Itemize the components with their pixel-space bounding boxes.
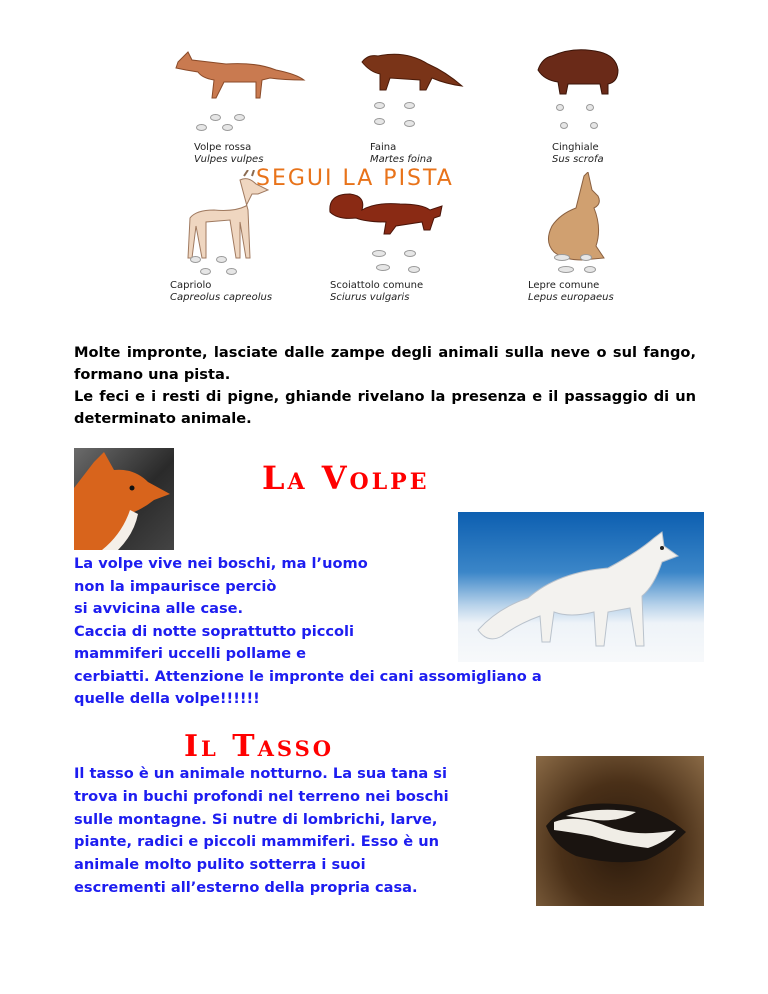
- intro-text: [74, 342, 696, 430]
- animal-common-name: Scoiattolo comune: [330, 280, 424, 291]
- animal-common-name: Volpe rossa: [194, 142, 252, 153]
- red-fox-icon: [166, 40, 306, 100]
- animal-common-name: Cinghiale: [552, 142, 599, 153]
- animal-scientific-name: Martes foina: [370, 154, 433, 165]
- volpe-line: mammiferi uccelli pollame e: [74, 645, 307, 662]
- animal-scientific-name: Lepus europaeus: [528, 292, 614, 303]
- tasso-line: piante, radici e piccoli mammiferi. Esso è un: [74, 833, 440, 851]
- volpe-text: [74, 553, 714, 711]
- tasso-text: [74, 763, 534, 900]
- animal-scientific-name: Vulpes vulpes: [194, 154, 264, 165]
- animal-common-name: Capriolo: [170, 280, 212, 291]
- badger-photo: [536, 756, 704, 906]
- volpe-line: La volpe vive nei boschi, ma l’uomo: [74, 555, 368, 572]
- tasso-line: escrementi all’esterno della propria casa.: [74, 878, 418, 896]
- intro-paragraph: Molte impronte, lasciate dalle zampe degli animali sulla neve o sul fango, formano una pista.: [74, 344, 696, 383]
- tasso-line: animale molto pulito sotterra i suoi: [74, 856, 366, 874]
- animal-scientific-name: Sus scrofa: [552, 154, 604, 165]
- animal-scientific-name: Sciurus vulgaris: [330, 292, 410, 303]
- tasso-line: trova in buchi profondi nel terreno nei boschi: [74, 787, 449, 805]
- volpe-line: quelle della volpe!!!!!!: [74, 690, 260, 707]
- hare-icon: [540, 172, 610, 262]
- header-title: SEGUI LA PISTA: [256, 166, 454, 191]
- intro-paragraph: Le feci e i resti di pigne, ghiande rivelano la presenza e il passaggio di un determinato animale.: [74, 388, 696, 427]
- animal-common-name: Faina: [370, 142, 397, 153]
- volpe-line: cerbiatti. Attenzione le impronte dei cani assomigliano a: [74, 667, 542, 685]
- section-title-tasso: Il Tasso: [184, 729, 335, 764]
- wild-boar-icon: [534, 40, 622, 96]
- marten-icon: [356, 44, 466, 94]
- volpe-line: non la impaurisce perciò: [74, 577, 277, 595]
- tracks-illustration: [160, 30, 620, 310]
- animal-scientific-name: Capreolus capreolus: [170, 292, 273, 303]
- volpe-line: Caccia di notte soprattutto piccoli: [74, 622, 355, 640]
- section-title-volpe: La Volpe: [262, 459, 430, 497]
- tasso-line: sulle montagne. Si nutre di lombrichi, larve,: [74, 810, 438, 828]
- volpe-line: si avvicina alle case.: [74, 600, 244, 617]
- fox-portrait-photo: [74, 448, 174, 550]
- tasso-line: Il tasso è un animale notturno. La sua tana si: [74, 765, 447, 782]
- animal-common-name: Lepre comune: [528, 280, 600, 291]
- squirrel-icon: [326, 188, 446, 238]
